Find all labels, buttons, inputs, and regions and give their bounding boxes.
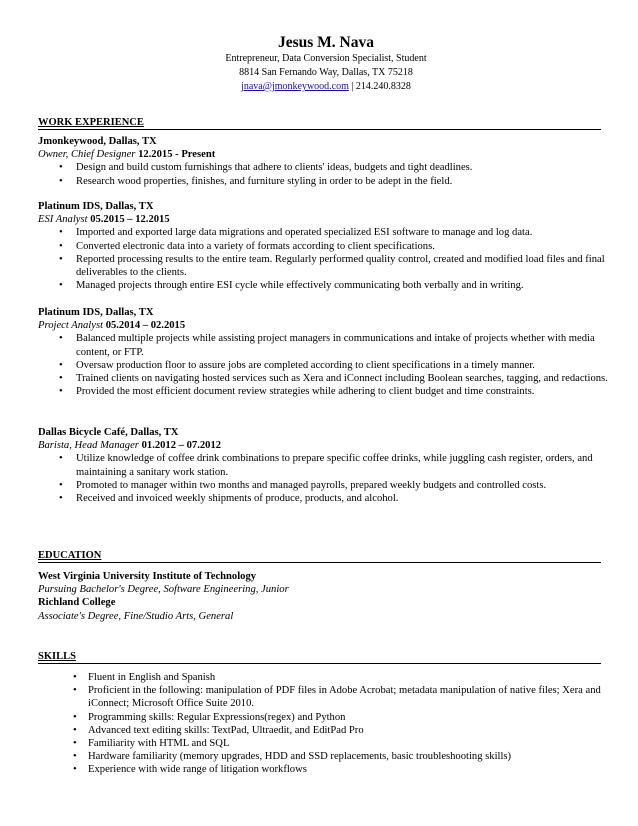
school-degree: Pursuing Bachelor's Degree, Software Engineering, Junior [38,584,289,596]
job-role: Barista, Head Manager 01.2012 – 07.2012 [38,440,222,452]
job-platinum-project [38,306,608,398]
list-item: • Proficient in the following: manipulation of PDF files in Adobe Acrobat; metadata manipulation of native files; Xera and iConnect; Microsoft Office Suite 2010. [38,684,608,710]
candidate-subtitle: Entrepreneur, Data Conversion Specialist, Student [225,53,427,64]
list-item: • Imported and exported large data migrations and operated specialized ESI software to manage and log data. [38,226,608,239]
list-item: • Reported processing results to the entire team. Regularly performed quality control, created and modified load files and final deliverables to the clients. [38,253,608,279]
candidate-name: Jesus M. Nava [277,34,374,51]
list-item: • Hardware familiarity (memory upgrades, HDD and SSD replacements, basic troubleshooting skills) [38,750,608,763]
job-org: Platinum IDS, Dallas, TX [38,307,154,318]
skills-list [38,671,608,777]
list-item: • Research wood properties, finishes, and furniture styling in order to be adept in the field. [38,175,608,188]
phone-number: | 214.240.8328 [351,81,411,92]
job-dates: 12.2015 - Present [138,149,216,161]
list-item: • Oversaw production floor to assure jobs are completed according to client specifications in a timely manner. [38,359,608,372]
resume-header [0,34,638,94]
job-org: Dallas Bicycle Café, Dallas, TX [38,427,179,438]
contact-line [14,80,638,94]
job-dallas-bicycle-cafe [38,426,608,505]
list-item: • Design and build custom furnishings that adhere to clients' ideas, budgets and tight deadlines. [38,161,608,174]
list-item: • Promoted to manager within two months and managed payrolls, prepared weekly budgets and controlled costs. [38,479,608,492]
candidate-address: 8814 San Fernando Way, Dallas, TX 75218 [239,67,413,78]
job-bullets [38,161,608,187]
list-item: • Balanced multiple projects while assisting project managers in communications and intake of projects whether with media content, or FTP. [38,332,608,358]
list-item: • Familiarity with HTML and SQL [38,737,608,750]
list-item: • Provided the most efficient document review strategies while adhering to client budget and time constraints. [38,385,608,398]
job-platinum-esi [38,200,608,292]
list-item: • Trained clients on navigating hosted services such as Xera and iConnect including Boolean searches, tagging, and redactions. [38,372,608,385]
job-role: Project Analyst 05.2014 – 02.2015 [38,320,186,332]
skills-bullets [38,671,608,777]
job-bullets [38,226,608,292]
school-degree: Associate's Degree, Fine/Studio Arts, General [38,610,234,622]
email-link[interactable]: jnava@jmonkeywood.com [241,81,349,92]
job-jmonkeywood [38,135,608,188]
job-dates: 05.2015 – 12.2015 [90,214,170,226]
list-item: • Managed projects through entire ESI cycle while effectively communicating both verbally and in writing. [38,279,608,292]
job-role: Owner, Chief Designer 12.2015 - Present [38,149,216,161]
list-item: • Utilize knowledge of coffee drink combinations to prepare specific coffee drinks, while juggling cash register, orders, and maintaining a sanitary work station. [38,452,608,478]
education-heading: EDUCATION [38,550,601,563]
job-dates: 05.2014 – 02.2015 [105,320,186,332]
job-role: ESI Analyst 05.2015 – 12.2015 [38,214,170,226]
job-org: Platinum IDS, Dallas, TX [38,201,154,212]
job-bullets [38,332,608,398]
list-item: • Converted electronic data into a variety of formats according to client specifications. [38,240,608,253]
school-name: Richland College [38,597,116,609]
school-name: West Virginia University Institute of Technology [38,571,257,582]
list-item: • Programming skills: Regular Expressions(regex) and Python [38,711,608,724]
work-experience-heading: WORK EXPERIENCE [38,117,601,130]
job-dates: 01.2012 – 07.2012 [141,440,222,452]
list-item: • Advanced text editing skills: TextPad, Ultraedit, and EditPad Pro [38,724,608,737]
job-bullets [38,452,608,505]
list-item: • Fluent in English and Spanish [38,671,608,684]
list-item: • Received and invoiced weekly shipments of produce, products, and alcohol. [38,492,608,505]
list-item: • Experience with wide range of litigation workflows [38,763,608,776]
education-list [38,570,608,623]
job-org: Jmonkeywood, Dallas, TX [38,136,157,147]
skills-heading: SKILLS [38,651,601,664]
